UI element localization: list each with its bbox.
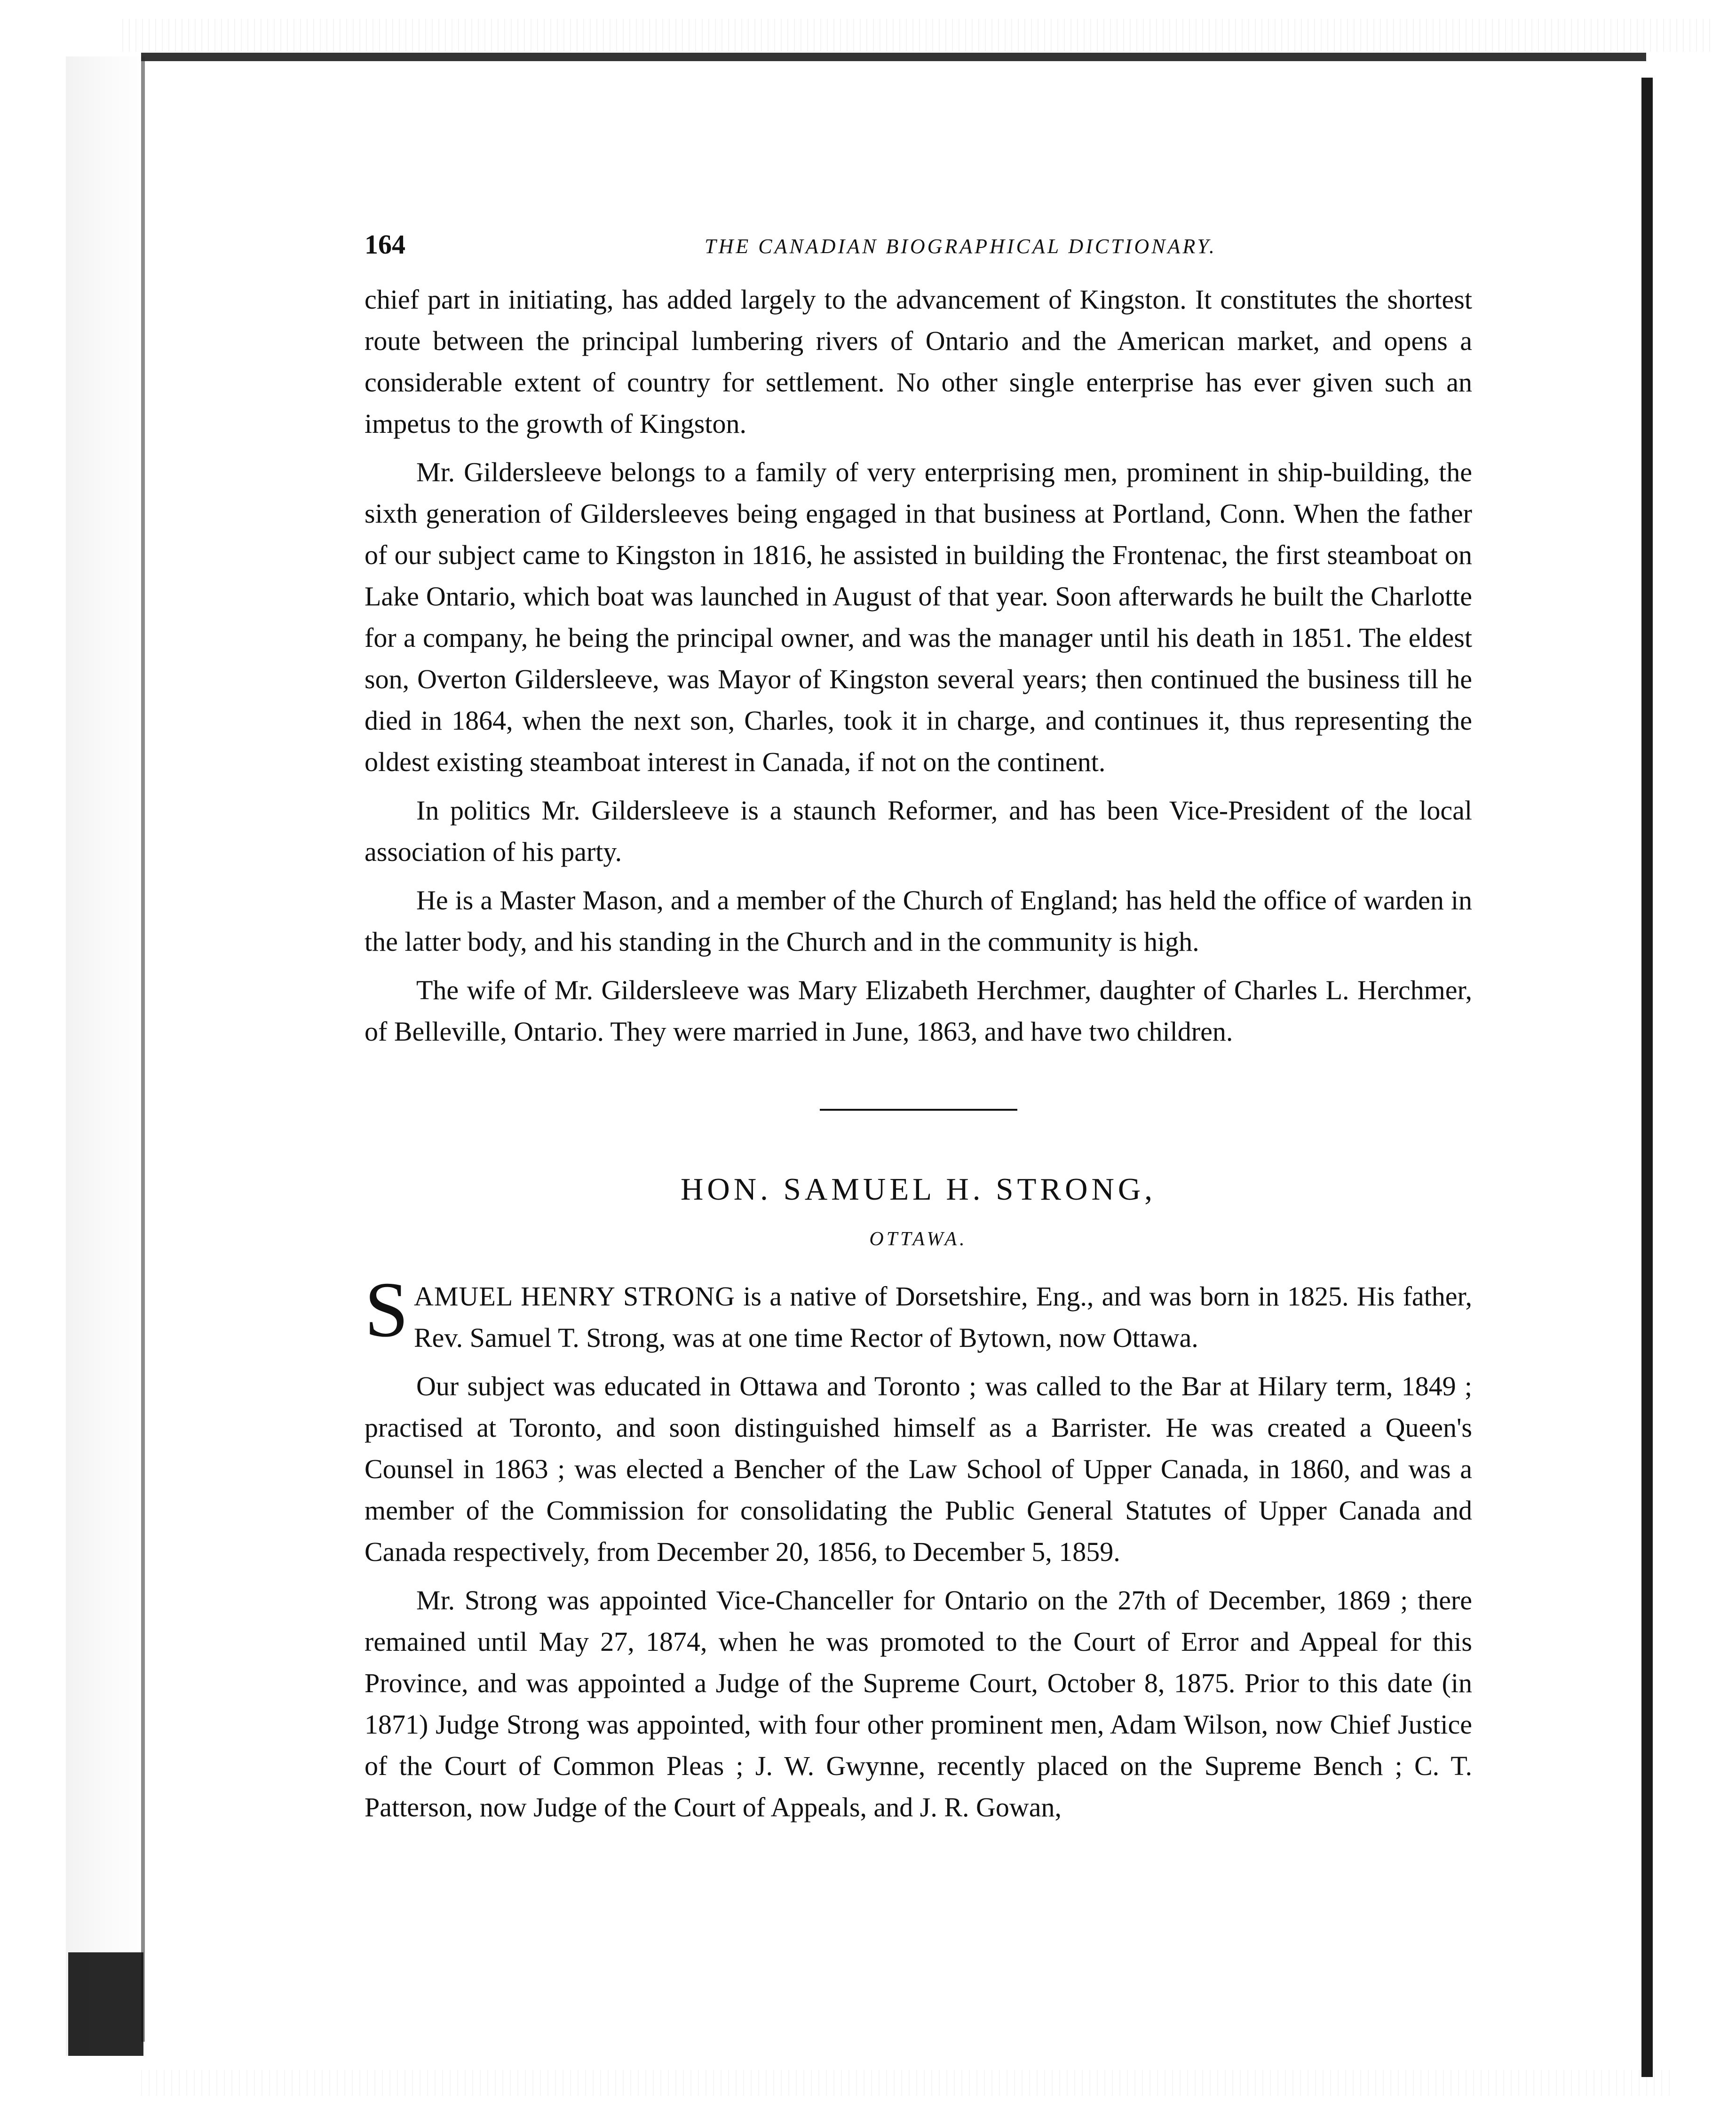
politics-paragraph: In politics Mr. Gildersleeve is a staunch Reformer, and has been Vice-President of the local association of his party. — [365, 795, 1472, 867]
strong-biography-section — [365, 1170, 1472, 1828]
scan-bottom-noise — [141, 2070, 1670, 2096]
scan-left-marker — [68, 1952, 143, 2056]
opening-paragraph — [365, 1266, 1472, 1359]
scan-right-bar — [1641, 78, 1653, 2077]
biography-heading: HON. SAMUEL H. STRONG, — [680, 1172, 1157, 1207]
opening-text — [414, 1276, 1472, 1359]
church-paragraph: He is a Master Mason, and a member of the Church of England; has held the office of warden in the latter body, and his standing in the Church and in the community is high. — [365, 885, 1472, 957]
running-title: THE CANADIAN BIOGRAPHICAL DICTIONARY. — [705, 235, 1217, 258]
section-divider — [820, 1109, 1017, 1111]
document-page — [365, 221, 1472, 1919]
page-number: 164 — [365, 229, 405, 260]
scan-top-noise — [122, 19, 1712, 52]
opening-sentence: is a native of Dorsetshire, Eng., and was born in 1825. His father, Rev. Samuel T. Strong, was at one time Rector of Bytown, now Ottawa. — [414, 1281, 1472, 1353]
scan-top-rule — [141, 53, 1646, 61]
opening-small-caps: AMUEL HENRY STRONG — [414, 1281, 736, 1312]
education-paragraph: Our subject was educated in Ottawa and Toronto ; was called to the Bar at Hilary term, 1849 ; practised at Toronto, and soon distinguished himself as a Barrister. He was created a Queen's Counsel in 1863 ; was elected a Bencher of the Law School of Upper Canada, in 1860, and was a member of the Commission for consolidating the Public General Statutes of Upper Canada and Canada respectively, from December 20, 1856, to December 5, 1859. — [365, 1371, 1472, 1567]
running-header — [365, 221, 1472, 271]
family-history-paragraph: Mr. Gildersleeve belongs to a family of very enterprising men, prominent in ship-building, the sixth generation of Gildersleeves being engaged in that business at Portland, Conn. When the father of our subject came to Kingston in 1816, he assisted in building the Frontenac, the first steamboat on Lake Ontario, which boat was launched in August of that year. Soon afterwards he built the Charlotte for a company, he being the principal owner, and was the manager until his death in 1851. The eldest son, Overton Gildersleeve, was Mayor of Kingston several years; then continued the business till he died in 1864, when the next son, Charles, took it in charge, and continues it, thus representing the oldest existing steamboat interest in Canada, if not on the continent. — [365, 457, 1472, 777]
drop-cap-initial: S — [365, 1266, 409, 1353]
biography-location: OTTAWA. — [869, 1228, 967, 1250]
previous-biography-section — [365, 279, 1472, 1052]
continued-paragraph: chief part in initiating, has added largely to the advancement of Kingston. It constitutes the shortest route between the principal lumbering rivers of Ontario and the American market, and opens a considerable extent of country for settlement. No other single enterprise has ever given such an impetus to the growth of Kingston. — [365, 284, 1472, 439]
judicial-career-paragraph: Mr. Strong was appointed Vice-Chanceller for Ontario on the 27th of December, 1869 ; there remained until May 27, 1874, when he was promoted to the Court of Error and Appeal for this Province, and was appointed a Judge of the Supreme Court, October 8, 1875. Prior to this date (in 1871) Judge Strong was appointed, with four other prominent men, Adam Wilson, now Chief Justice of the Court of Common Pleas ; J. W. Gwynne, recently placed on the Supreme Bench ; C. T. Patterson, now Judge of the Court of Appeals, and J. R. Gowan, — [365, 1585, 1472, 1823]
scan-left-rule — [141, 56, 145, 2042]
marriage-paragraph: The wife of Mr. Gildersleeve was Mary Elizabeth Herchmer, daughter of Charles L. Herchmer, of Belleville, Ontario. They were married in June, 1863, and have two children. — [365, 975, 1472, 1047]
scan-left-edge — [66, 56, 151, 2056]
